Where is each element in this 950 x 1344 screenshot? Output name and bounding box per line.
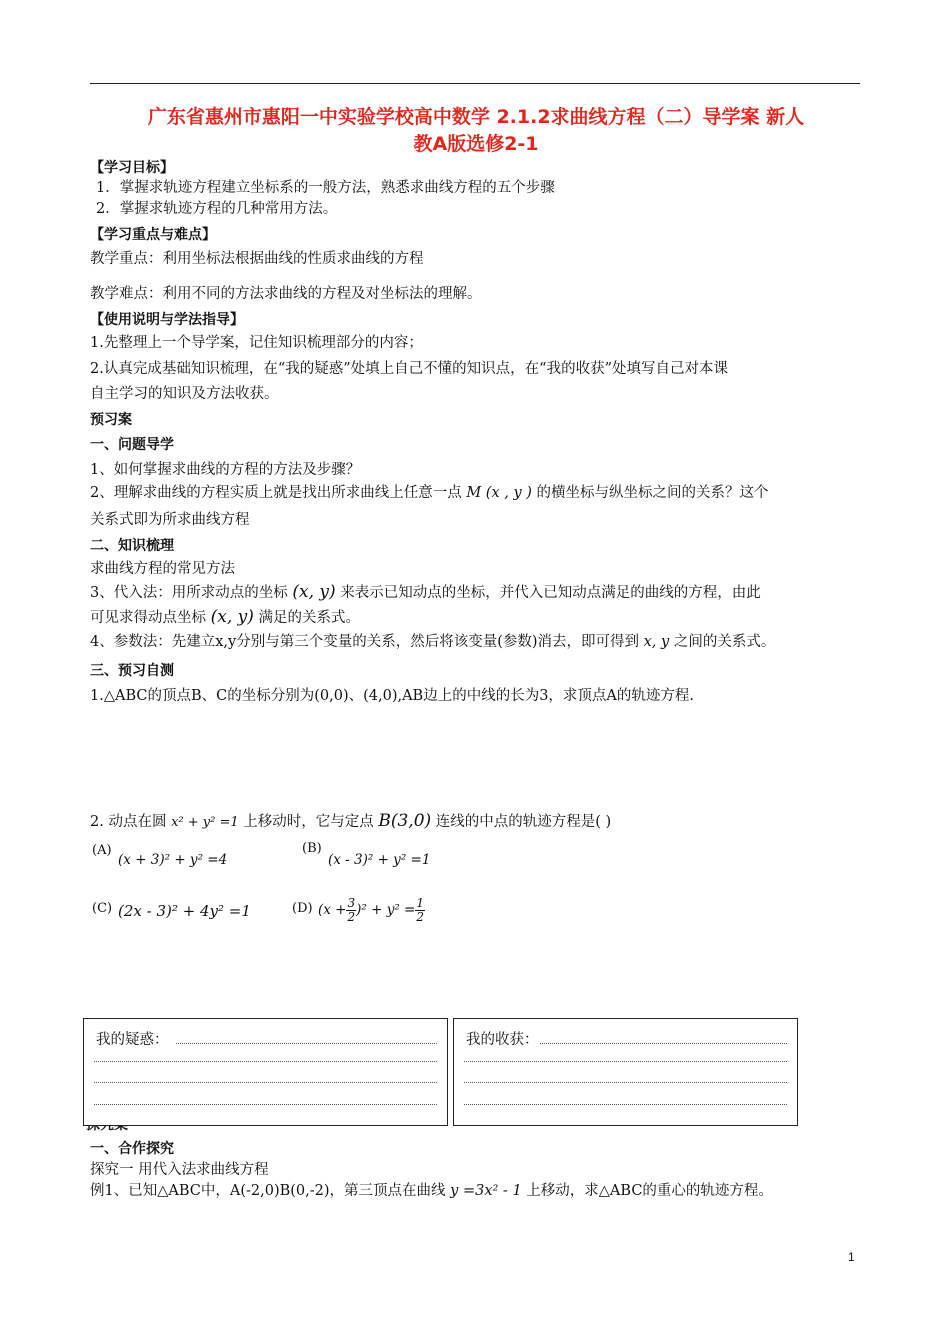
choice-b-label: (B) xyxy=(302,841,322,856)
knowledge-heading: 二、知识梳理 xyxy=(90,538,174,554)
doubts-line xyxy=(176,1043,437,1044)
top-rule xyxy=(90,83,860,84)
gains-line xyxy=(464,1061,787,1062)
choice-d-expression xyxy=(318,890,425,930)
method-3-line-1 xyxy=(90,582,761,603)
method-3-line-2-pre: 可见求得动点坐标 xyxy=(90,610,206,626)
objectives-heading: 【学习目标】 xyxy=(90,160,174,176)
instructions-heading: 【使用说明与学法指导】 xyxy=(90,312,244,328)
point-m-expression: M (x , y ) xyxy=(466,485,532,501)
problem-guide-heading: 一、问题导学 xyxy=(90,437,174,453)
method-4-math: x, y xyxy=(643,634,670,650)
method-3-post: 来表示已知动点的坐标，并代入已知动点满足的曲线的方程，由此 xyxy=(340,585,761,601)
choice-d-fraction xyxy=(346,897,356,924)
choice-d-result-denominator: 2 xyxy=(416,910,424,924)
objective-item-1: 1．掌握求轨迹方程建立坐标系的一般方法，熟悉求曲线方程的五个步骤 xyxy=(96,180,555,196)
choice-d-mid: )² + y² = xyxy=(356,902,416,918)
example-1-curve: y =3x² - 1 xyxy=(450,1183,522,1199)
choice-d-denominator: 2 xyxy=(347,910,356,924)
problem-2-pre: 2. 动点在圆 xyxy=(90,814,167,830)
choice-c-expression: (2x - 3)² + 4y² =1 xyxy=(118,902,251,920)
objective-item-2: 2．掌握求轨迹方程的几种常用方法。 xyxy=(96,201,338,217)
example-1 xyxy=(90,1181,773,1201)
gains-line xyxy=(464,1082,787,1083)
instruction-item-2-line-2: 自主学习的知识及方法收获。 xyxy=(90,386,279,402)
gains-line xyxy=(540,1043,787,1044)
method-3-line-2 xyxy=(90,607,360,628)
explore-section-heading: 一、合作探究 xyxy=(90,1141,174,1157)
gains-label: 我的收获： xyxy=(466,1032,539,1048)
doubts-box[interactable] xyxy=(83,1018,448,1126)
method-3-line-2-post: 满足的关系式。 xyxy=(258,610,360,626)
instruction-item-2-line-1: 2.认真完成基础知识梳理，在“我的疑惑”处填上自己不懂的知识点，在“我的收获”处填写自己对本课 xyxy=(90,361,728,377)
fixed-point: B(3,0) xyxy=(378,811,432,831)
preview-heading: 预习案 xyxy=(90,412,132,428)
page-title xyxy=(88,104,864,158)
choice-c-label: (C) xyxy=(92,901,113,916)
problem-2-mid: 上移动时，它与定点 xyxy=(243,814,374,830)
guide-question-2 xyxy=(90,483,769,503)
keypoints-heading: 【学习重点与难点】 xyxy=(90,227,216,243)
choice-d-numerator: 3 xyxy=(347,896,356,910)
method-4-post: 之间的关系式。 xyxy=(673,634,776,650)
page-number: 1 xyxy=(848,1250,855,1264)
method-3-line-2-math: (x, y) xyxy=(210,607,254,627)
guide-question-2-post: 的横坐标与纵坐标之间的关系？这个 xyxy=(536,485,769,501)
focus-text: 教学重点：利用坐标法根据曲线的性质求曲线的方程 xyxy=(90,251,424,267)
example-1-post: 上移动，求△ABC的重心的轨迹方程。 xyxy=(526,1183,773,1199)
circle-equation: x² + y² =1 xyxy=(171,815,239,830)
guide-question-1: 1、如何掌握求曲线的方程的方法及步骤？ xyxy=(90,462,361,478)
doubts-line xyxy=(94,1061,437,1062)
choice-a-label: (A) xyxy=(92,843,112,858)
title-line-1: 广东省惠州市惠阳一中实验学校高中数学 2.1.2求曲线方程（二）导学案 新人 xyxy=(147,106,805,128)
explore-topic-1: 探究一 用代入法求曲线方程 xyxy=(90,1162,269,1178)
choice-d-pre: (x + xyxy=(318,902,347,918)
title-line-2: 教A版选修2-1 xyxy=(413,133,539,155)
example-1-pre: 例1、已知△ABC中，A(-2,0)B(0,-2)，第三顶点在曲线 xyxy=(90,1183,446,1199)
method-4-pre: 4、参数法：先建立x,y分别与第三个变量的关系，然后将该变量(参数)消去，即可得到 xyxy=(90,634,640,650)
choice-b-expression: (x - 3)² + y² =1 xyxy=(328,852,431,868)
guide-question-2-pre: 2、理解求曲线的方程实质上就是找出所求曲线上任意一点 xyxy=(90,485,462,501)
doubts-line xyxy=(94,1082,437,1083)
self-test-problem-1: 1.△ABC的顶点B、C的坐标分别为(0,0)、(4,0),AB边上的中线的长为3，求顶点A的轨迹方程. xyxy=(90,688,695,704)
difficulty-text: 教学难点：利用不同的方法求曲线的方程及对坐标法的理解。 xyxy=(90,286,482,302)
gains-line xyxy=(464,1104,787,1105)
instruction-item-1: 1.先整理上一个导学案，记住知识梳理部分的内容； xyxy=(90,335,423,351)
doubts-line xyxy=(94,1104,437,1105)
self-test-heading: 三、预习自测 xyxy=(90,663,174,679)
method-4-line xyxy=(90,632,775,652)
method-3-math: (x, y) xyxy=(292,582,336,602)
guide-question-2-line-2: 关系式即为所求曲线方程 xyxy=(90,512,250,528)
gains-box[interactable] xyxy=(453,1018,798,1126)
choice-d-result-numerator: 1 xyxy=(416,896,424,910)
choice-d-result-fraction xyxy=(415,897,425,924)
choice-a-expression: (x + 3)² + y² =4 xyxy=(118,852,228,868)
choice-d-label: (D) xyxy=(292,901,313,916)
doubts-label: 我的疑惑： xyxy=(96,1032,169,1048)
method-3-pre: 3、代入法：用所求动点的坐标 xyxy=(90,585,288,601)
problem-2-post: 连线的中点的轨迹方程是( ) xyxy=(435,814,612,830)
self-test-problem-2 xyxy=(90,811,611,833)
methods-subheading: 求曲线方程的常见方法 xyxy=(90,561,235,577)
